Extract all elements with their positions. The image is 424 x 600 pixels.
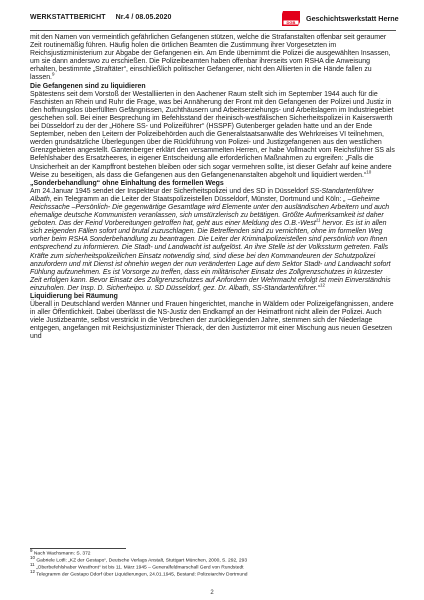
heading-sonderbehandlung: „Sonderbehandlung“ ohne Einhaltung des formellen Wegs — [30, 179, 224, 187]
header-rule — [30, 30, 396, 31]
page-header — [30, 10, 399, 28]
footnote-ref: 11 — [315, 217, 321, 223]
footnote: $^{12}$ Telegramm der Gestapo Ddorf über Liquidierungen, 24.01.1945, Bestand: Polizeiarchiv Dortmund — [30, 568, 248, 578]
dgb-logo — [281, 10, 301, 27]
footnotes — [30, 548, 396, 579]
paragraph-kaiserswerth: Spätestens seit dem Vorstoß der Westalliierten in den Aachener Raum stellt sich im September 1944 auch für die Faschisten an Rhein und Ruhr die Frage, was bei Annäherung der Front mit den Gefangenen der Polizei und Justiz in den hoffnungslos überfüllten Gefängnissen, Zuchthäusern und Arbeitserziehungs- und Arbeitslagern im Industriegebiet geschehen soll. Bei einer Besprechung im Befehlsstand der rheinisch-westfälischen Sicherheitspolizei in Kaiserswerth bei Düsseldorf zu der der „Höhere SS- und Polizeiführer“ (HSSPF) Gutenberger geladen hatte und an der Ende September, neben den Leitern der Polizeibehörden auch die Generalstaatsanwälte des Wehrkreises VI teilnehmen, werden grundsätzliche Überlegungen über die Rückführung von Polizei- und Justizgefangenen aus den westlichen Grenzgebieten angestellt. Gantenberger erklärt den versammelten Herren, er habe Vollmacht vom Reichsführer SS als Befehlshaber des Ersatzheeres, in eigener Entscheidung alle erforderlichen Maßnahmen zu ergreifen: „Falls die Unsicherheit an der Kampffront bestehen bleiben oder sich sogar vermehren sollte, ist dieser Gefahr auf keine andere Weise zu beseitigen, als dass die Gefangenen aus den Gefangenenanstalten abgeholt und liquidiert werden.“$^{10}$ — [30, 90, 395, 179]
page-number: 2 — [210, 590, 214, 596]
series-title: WERKSTATTBERICHT — [30, 14, 106, 21]
heading-liquidieren: Die Gefangenen sind zu liquidieren — [30, 82, 146, 90]
footnote: $^{10}$ Gabriele Lotfi: „KZ der Gestapo“, Deutsche Verlags Anstalt, Stuttgart München, 2000, S. 292, 293 — [30, 554, 248, 564]
header-left — [30, 14, 179, 21]
footnote: $^9$ Nach Wachsmann: S. 372 — [30, 548, 91, 557]
article-body — [30, 34, 396, 342]
paragraph-raeumung: Überall in Deutschland werden Männer und Frauen hingerichtet, manche in Wäldern oder Polizeigefängnissen, andere in aller Öffentlichkeit. Dabei überlässt die NS-Justiz den Endkampf an der Heimatfront nicht allein der Polizei. Auch viele Justizbeamte, selbst verstrickt in die Verbrechen der zurückliegenden Jahre, stemmen sich der Niederlage entgegen, angefangen mit Reichsjustizminister Thierack, der den Justizterror mit einer Mischung aus neuen Gesetzen und — [30, 301, 394, 341]
heading-raeumung: Liquidierung bei Räumung — [30, 293, 118, 300]
footnote-ref: 10 — [366, 169, 372, 175]
intro-paragraph: mit den Namen von vermeintlich gefährlichen Gefangenen stützen, welche die Strafanstalten offenbar seit geraumer Zeit routinemäßig führen. Häufig holen die örtlichen Beamten die Zustimmung ihrer Vorgesetzten im Reichsjustizministerium zur Abgabe der Gefangenen ein. Am Ende übernimmt die Polizei die ausgewählten Insassen, um sie dann anderswo zu erschießen. Die Polizeibeamten haben offenbar ihrerseits vom RSHA die Anweisung erhalten, bestimmte „Straftäter“, einschließlich politischer Gefangener, nicht den Alliierten in die Hände fallen zu lassen.$^9$ — [30, 34, 391, 82]
logo-text: DGB — [286, 20, 296, 25]
footnote-ref: 9 — [51, 72, 55, 78]
footnote-rule — [30, 548, 126, 549]
paragraph-telegramm: Am 24.Januar 1945 sendet der Inspekteur der Sicherheitspolizei und des SD in Düsseldorf SS-Standartenführer Albath, ein Telegramm an die Leiter der Staatspolizeistellen Düsseldorf, Münster, Dortmund und Köln: „ –Geheime Reichssache –Persönlich- Die gegenwärtige Gesamtlage wird Elemente unter den ausländischen Arbeitern und auch ehemalige deutsche Kommunisten veranlassen, sich umstürzlerisch zu betätigen. Größte Aufmerksamkeit ist daher geboten. Das der Feind Vorbereitungen getroffen hat, geht aus einer Meldung des O.B.-West$^{11}$ hervor. Es ist in allen sich zeigenden Fällen sofort und brutal zuzuschlagen. Die Betreffenden sind zu vernichten, ohne im formellen Weg vorher beim RSHA Sonderbehandlung zu beantragen. Die Leiter der Kriminalpolizeistellen sind persönlich von Ihnen entsprechend zu informieren. Die Stadt- und Landwacht ist aufgelöst. An ihre Stelle ist der Volkssturm getreten. Falls Kräfte zum sicherheitspolizeilichen Einsatz notwendig sind, sind diese bei den Kommandeuren der Schutzpolizei anzufordern und mit Dienst ist ohnehin wegen der nun veränderten Lage auf dem Sektor Stadt- und Landwacht sofort Fühlung aufzunehmen. Es ist Vorsorge zu treffen, dass ein militärischer Einsatz des Zollgrenzschutzes in kürzester Zeit erfolgen kann. Bevor Einsatz des Zollgrenzschutzes auf Anfordern der Wehrmacht erfolgt ist mein Einverständnis einzuholen. Der Insp. D. Sicherheipo. u. SD Düsseldorf, gez. Dr. Albath, SS-Standartenführer.“$^{12}$ — [30, 187, 391, 292]
org-name: Geschichtswerkstatt Herne — [306, 14, 399, 23]
footnote-ref: 12 — [319, 282, 325, 288]
footnote: $^{11}$ „Oberbefehlshaber Westfront“ ist bis 11. März 1945 – Generalfeldmarschall Gerd von Rundstedt — [30, 561, 244, 571]
issue-number: Nr.4 / 08.05.2020 — [115, 14, 172, 21]
